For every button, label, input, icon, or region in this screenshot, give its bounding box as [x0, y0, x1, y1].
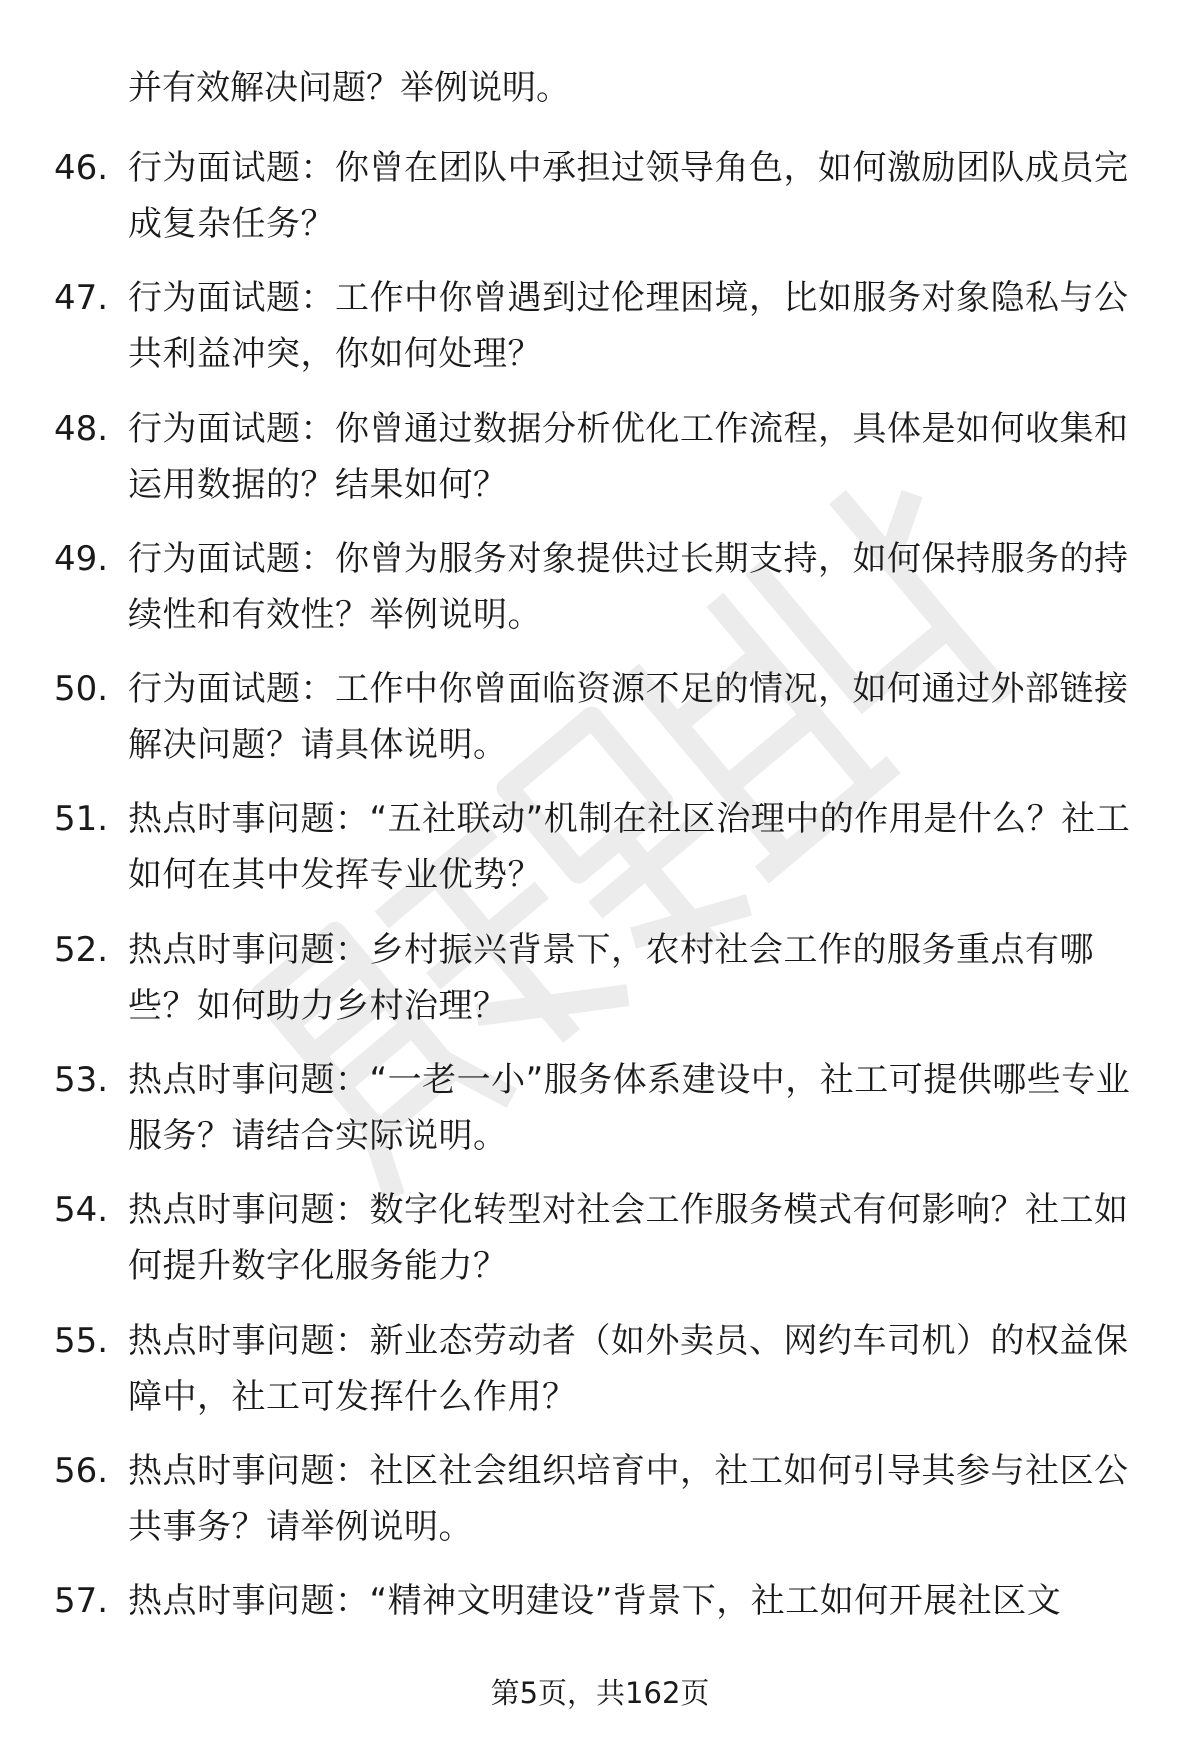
continued-question-text: 并有效解决问题？举例说明。	[128, 68, 570, 108]
question-number: 49.	[54, 538, 109, 579]
question-number: 55.	[54, 1320, 109, 1361]
question-number: 54.	[54, 1190, 109, 1231]
question-text: 行为面试题：你曾为服务对象提供过长期支持，如何保持服务的持续性和有效性？举例说明。	[128, 538, 1129, 635]
question-item	[0, 1313, 1200, 1443]
question-text: 行为面试题：工作中你曾遇到过伦理困境，比如服务对象隐私与公共利益冲突，你如何处理？	[128, 278, 1129, 375]
page-footer: 第5页，共162页	[490, 1676, 710, 1710]
question-item	[0, 661, 1200, 791]
question-number: 47.	[54, 278, 109, 319]
question-number: 52.	[54, 929, 109, 970]
question-text: 行为面试题：工作中你曾面临资源不足的情况，如何通过外部链接解决问题？请具体说明。	[128, 669, 1129, 766]
question-text: 热点时事问题：社区社会组织培育中，社工如何引导其参与社区公共事务？请举例说明。	[128, 1450, 1129, 1547]
question-text: 热点时事问题：“一老一小”服务体系建设中，社工可提供哪些专业服务？请结合实际说明。	[128, 1060, 1131, 1157]
question-text: 行为面试题：你曾通过数据分析优化工作流程，具体是如何收集和运用数据的？结果如何？	[128, 408, 1129, 505]
question-number: 48.	[54, 408, 109, 449]
question-text: 热点时事问题：“五社联动”机制在社区治理中的作用是什么？社工如何在其中发挥专业优势？	[128, 799, 1131, 896]
question-text: 热点时事问题：“精神文明建设”背景下，社工如何开展社区文	[128, 1581, 1062, 1622]
question-text: 热点时事问题：数字化转型对社会工作服务模式有何影响？社工如何提升数字化服务能力？	[128, 1190, 1129, 1287]
question-item	[0, 1052, 1200, 1182]
question-text: 热点时事问题：乡村振兴背景下，农村社会工作的服务重点有哪些？如何助力乡村治理？	[128, 929, 1094, 1026]
question-item	[0, 531, 1200, 661]
question-item	[0, 401, 1200, 531]
question-item	[0, 922, 1200, 1052]
question-text: 热点时事问题：新业态劳动者（如外卖员、网约车司机）的权益保障中，社工可发挥什么作用？	[128, 1320, 1129, 1417]
question-item	[0, 140, 1200, 270]
question-number: 53.	[54, 1060, 109, 1101]
question-list	[0, 140, 1200, 1704]
question-number: 46.	[54, 148, 109, 188]
question-number: 51.	[54, 799, 109, 840]
question-number: 56.	[54, 1450, 109, 1491]
question-item	[0, 791, 1200, 921]
question-item	[0, 1443, 1200, 1573]
question-number: 57.	[54, 1581, 109, 1622]
question-item	[0, 270, 1200, 400]
question-number: 50.	[54, 669, 109, 710]
question-text: 行为面试题：你曾在团队中承担过领导角色，如何激励团队成员完成复杂任务？	[128, 148, 1129, 244]
question-item	[0, 1182, 1200, 1312]
